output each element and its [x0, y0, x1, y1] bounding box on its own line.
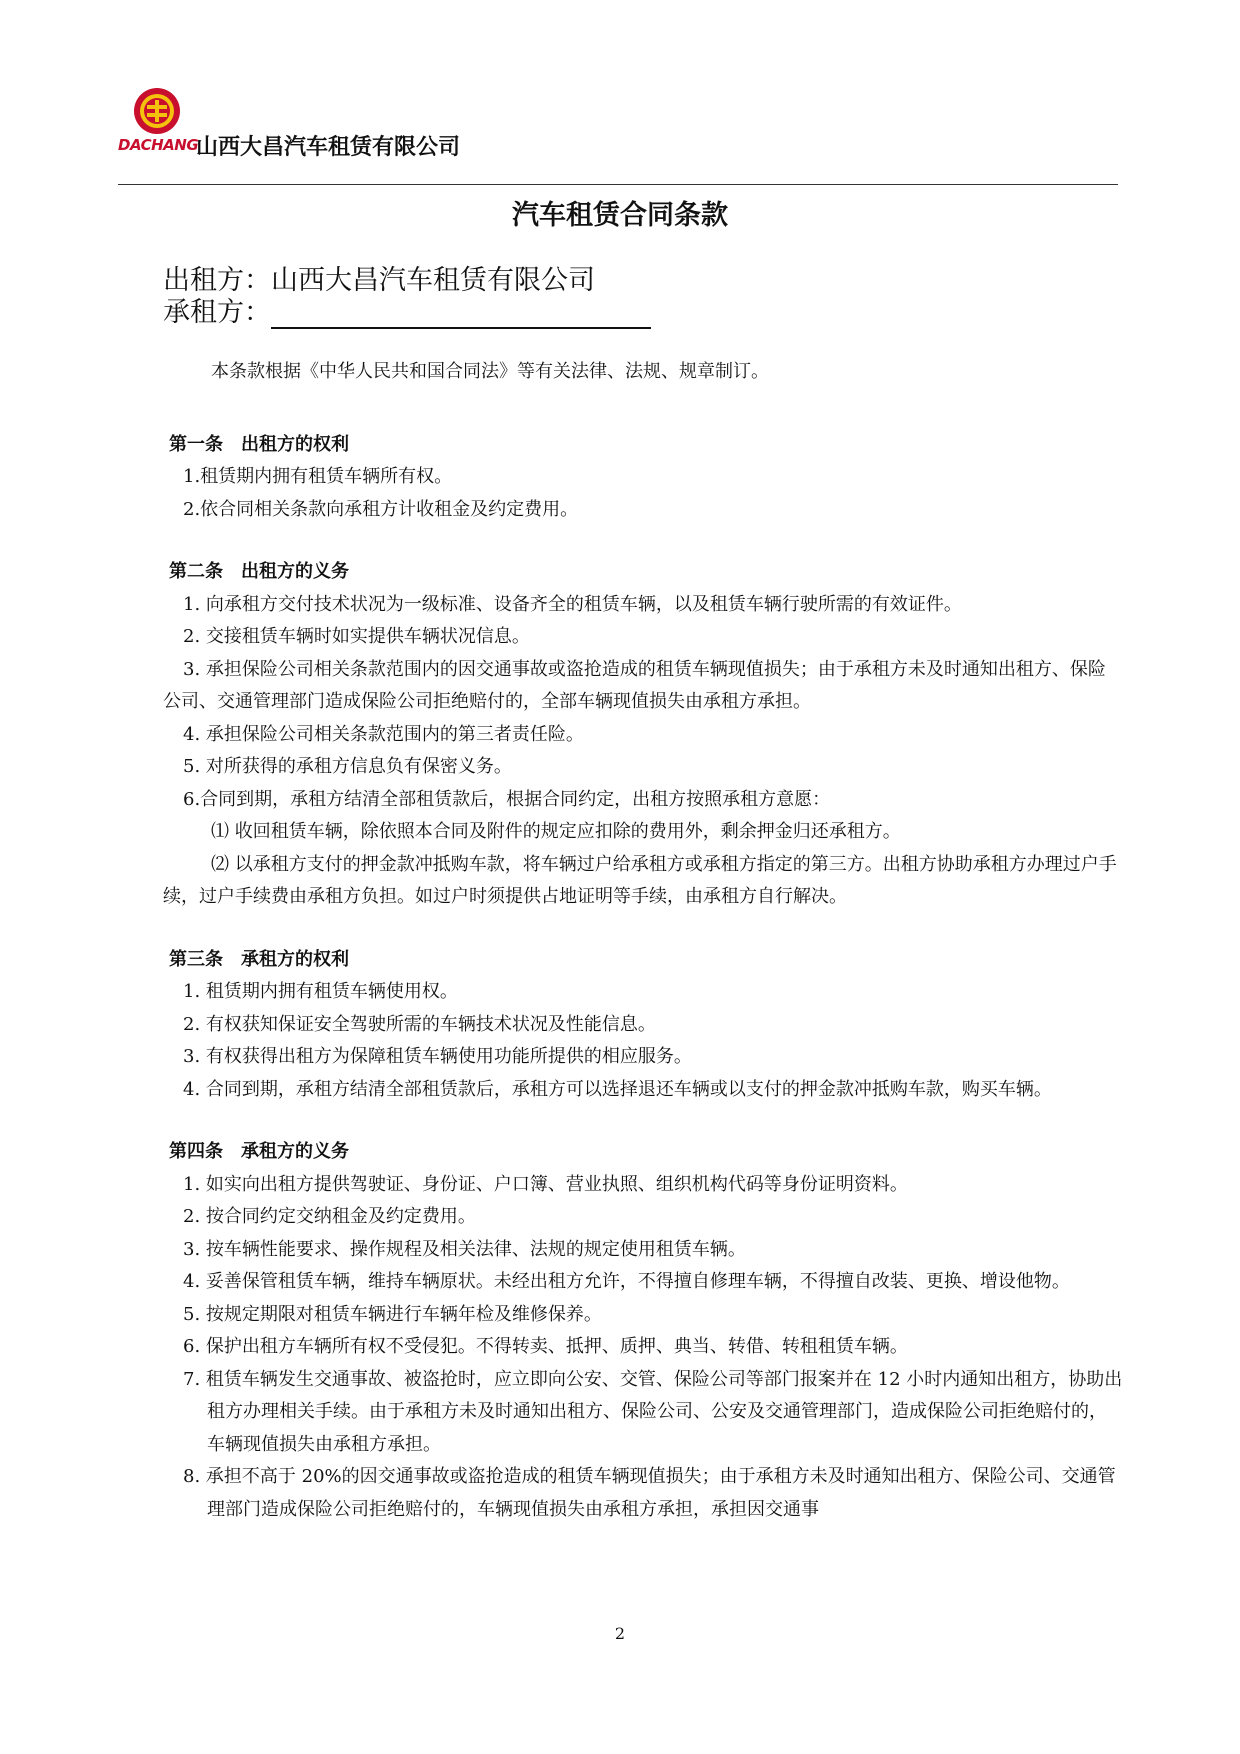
clause-item: 3. 按车辆性能要求、操作规程及相关法律、法规的规定使用租赁车辆。 [183, 1238, 746, 1260]
clause-item: 2. 交接租赁车辆时如实提供车辆状况信息。 [183, 626, 530, 647]
clause-item: 4. 合同到期，承租方结清全部租赁款后，承租方可以选择退还车辆或以支付的押金款冲抵购车款，购买车辆。 [183, 1078, 1052, 1100]
intro-paragraph: 本条款根据《中华人民共和国合同法》等有关法律、法规、规章制订。 [211, 361, 769, 382]
clause-item: 1. 如实向出租方提供驾驶证、身份证、户口簿、营业执照、组织机构代码等身份证明资料。 [183, 1173, 908, 1195]
clause-subitem: ⑵ 以承租方支付的押金款冲抵购车款，将车辆过户给承租方或承租方指定的第三方。出租方协助承租方办理过户手续，过户手续费由承租方负担。如过户时须提供占地证明等手续，由承租方自行解决。 [163, 853, 1117, 907]
page-number: 2 [614, 1624, 626, 1643]
page-header [118, 86, 1118, 186]
clause-item: 2. 按合同约定交纳租金及约定费用。 [183, 1206, 476, 1227]
section-3 [163, 944, 1123, 1107]
document-body [163, 356, 1123, 1556]
lessee-line [163, 290, 651, 329]
clause-subitem: ⑴ 收回租赁车辆，除依照本合同及附件的规定应扣除的费用外，剩余押金归还承租方。 [211, 821, 901, 842]
logo-wordmark: DACHANG [118, 136, 199, 154]
lessee-label: 承租方： [163, 297, 271, 328]
clause-item: 2. 有权获知保证安全驾驶所需的车辆技术状况及性能信息。 [183, 1013, 656, 1035]
clause-item: 1. 向承租方交付技术状况为一级标准、设备齐全的租赁车辆，以及租赁车辆行驶所需的有效证件。 [183, 593, 962, 615]
clause-item: 3. 承担保险公司相关条款范围内的因交通事故或盗抢造成的租赁车辆现值损失；由于承租方未及时通知出租方、保险公司、交通管理部门造成保险公司拒绝赔付的，全部车辆现值损失由承租方承担。 [163, 658, 1106, 712]
dachang-logo-icon [132, 86, 182, 136]
section-heading: 第二条 出租方的义务 [169, 561, 349, 582]
clause-item: 2.依合同相关条款向承租方计收租金及约定费用。 [183, 498, 579, 520]
header-company-name: 山西大昌汽车租赁有限公司 [196, 135, 461, 160]
clause-item: 1.租赁期内拥有租赁车辆所有权。 [183, 466, 453, 487]
lessee-blank-field [271, 297, 651, 329]
lessor-line: 出租方：山西大昌汽车租赁有限公司 [163, 265, 595, 296]
header-divider [118, 184, 1118, 185]
section-heading: 第一条 出租方的权利 [169, 433, 349, 455]
clause-item: 1. 租赁期内拥有租赁车辆使用权。 [183, 981, 458, 1002]
clause-item: 6. 保护出租方车辆所有权不受侵犯。不得转卖、抵押、质押、典当、转借、转租租赁车辆。 [183, 1336, 908, 1357]
section-1 [163, 429, 1123, 527]
clause-item: 7. 租赁车辆发生交通事故、被盗抢时，应立即向公安、交管、保险公司等部门报案并在 12 小时内通知出租方，协助出租方办理相关手续。由于承租方未及时通知出租方、保险公司、公安及交通管理部门，造成保险公司拒绝赔付的，车辆现值损失由承租方承担。 [183, 1368, 1123, 1455]
clause-item: 3. 有权获得出租方为保障租赁车辆使用功能所提供的相应服务。 [183, 1046, 692, 1067]
clause-item: 4. 承担保险公司相关条款范围内的第三者责任险。 [183, 723, 584, 745]
clause-item: 4. 妥善保管租赁车辆，维持车辆原状。未经出租方允许，不得擅自修理车辆，不得擅自改装、更换、增设他物。 [183, 1271, 1070, 1292]
section-4 [163, 1136, 1123, 1526]
clause-item: 6.合同到期，承租方结清全部租赁款后，根据合同约定，出租方按照承租方意愿： [183, 788, 831, 810]
section-heading: 第四条 承租方的义务 [169, 1141, 349, 1162]
document-title: 汽车租赁合同条款 [512, 200, 728, 231]
clause-item: 5. 按规定期限对租赁车辆进行车辆年检及维修保养。 [183, 1303, 602, 1325]
section-heading: 第三条 承租方的权利 [169, 948, 349, 970]
clause-item: 8. 承担不高于 20%的因交通事故或盗抢造成的租赁车辆现值损失；由于承租方未及时通知出租方、保险公司、交通管理部门造成保险公司拒绝赔付的，车辆现值损失由承租方承担，承担因交通事 [183, 1466, 1116, 1520]
clause-item: 5. 对所获得的承租方信息负有保密义务。 [183, 756, 512, 777]
section-2 [163, 556, 1123, 914]
